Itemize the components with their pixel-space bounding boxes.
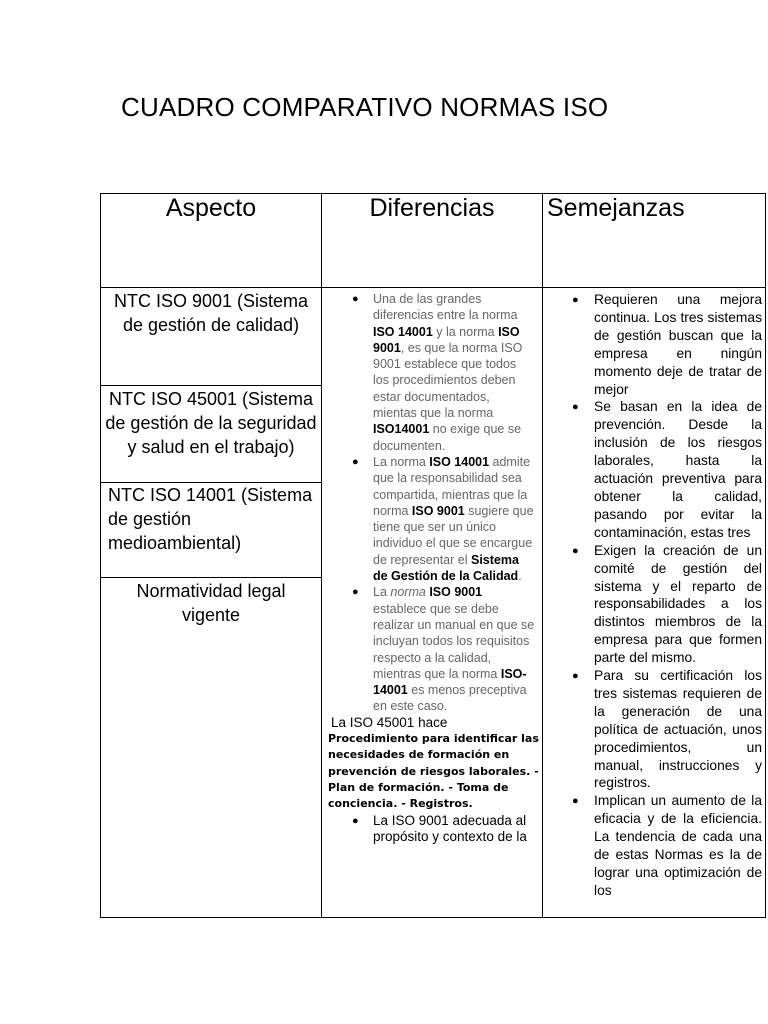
semejanza-item: ● Requieren una mejora continua. Los tres sistemas de gestión buscan que la empresa en ningún momento deje de tratar de mejor bbox=[572, 292, 762, 397]
bullet-icon: ● bbox=[572, 544, 579, 557]
header-semejanzas: Semejanzas bbox=[547, 194, 685, 222]
semejanza-item: ● Exigen la creación de un comité de gestión del sistema y el reparto de responsabilidades a los distintos miembros de la empresa para que formen parte del mismo. bbox=[572, 542, 762, 666]
document-title: CUADRO COMPARATIVO NORMAS ISO bbox=[121, 92, 609, 122]
bullet-icon: ● bbox=[352, 814, 359, 827]
aspecto-iso14001: NTC ISO 14001 (Sistema de gestión medioambiental) bbox=[108, 485, 313, 553]
header-diferencias: Diferencias bbox=[369, 194, 495, 222]
row-divider bbox=[101, 385, 321, 386]
diferencia-item: ● La norma ISO 9001 establece que se debe realizar un manual en que se incluyan todos los requisitos respecto a la calidad, mientras que la norma ISO-14001 es menos preceptiva en este caso. bbox=[352, 585, 535, 714]
column-divider bbox=[542, 194, 543, 917]
row-divider bbox=[101, 577, 321, 578]
bullet-icon: ● bbox=[352, 293, 359, 305]
comparison-table bbox=[100, 193, 766, 918]
bullet-icon: ● bbox=[352, 586, 359, 599]
aspecto-iso9001: NTC ISO 9001 (Sistema de gestión de calidad) bbox=[113, 291, 309, 335]
semejanza-item: ● Para su certificación los tres sistemas requieren de la generación de una política de actuación, unos procedimientos, un manual, instrucciones y registros. bbox=[572, 668, 762, 791]
header-aspecto: Aspecto bbox=[165, 194, 257, 222]
semejanzas-column bbox=[544, 291, 766, 917]
header-divider bbox=[101, 287, 765, 288]
semejanza-item: ● Se basan en la idea de prevención. Desde la inclusión de los riesgos laborales, hasta la actuación preventiva para obtener la calidad, pasando por evitar la contaminación, estas tres bbox=[572, 399, 762, 540]
aspecto-iso45001: NTC ISO 45001 (Sistema de gestión de la seguridad y salud en el trabajo) bbox=[105, 389, 317, 457]
bullet-icon: ● bbox=[572, 670, 579, 683]
iso45001-note: Procedimiento para identificar las necesidades de formación en prevención de riesgos laborales. - Plan de formación. - Toma de conciencia. - Registros. bbox=[328, 732, 539, 811]
bullet-icon: ● bbox=[572, 795, 579, 808]
column-divider bbox=[321, 194, 322, 917]
bullet-icon: ● bbox=[352, 455, 359, 468]
aspecto-normatividad: Normatividad legal vigente bbox=[136, 581, 286, 625]
semejanza-item: ● Implican un aumento de la eficacia y de la eficiencia. La tendencia de cada una de estas Normas es la de lograr una optimización de los bbox=[572, 793, 762, 898]
diferencias-column bbox=[323, 291, 541, 917]
bullet-icon: ● bbox=[572, 401, 579, 414]
diferencia-item: ● Una de las grandes diferencias entre la norma ISO 14001 y la norma ISO 9001, es que la norma ISO 9001 establece que todos los procedimientos deben estar documentados, mientas que la norma ISO14001 no exige que se documenten. bbox=[352, 292, 523, 453]
iso45001-intro: La ISO 45001 hace bbox=[331, 714, 448, 730]
diferencia-item: ● La ISO 9001 adecuada al propósito y contexto de la bbox=[352, 812, 527, 844]
diferencia-item: ● La norma ISO 14001 admite que la responsabilidad sea compartida, mientras que la norma ISO 9001 sugiere que tiene que ser un único individuo el que se encargue de representar el Sistema de Gestión de la Calidad. bbox=[352, 454, 534, 584]
bullet-icon: ● bbox=[572, 294, 579, 306]
